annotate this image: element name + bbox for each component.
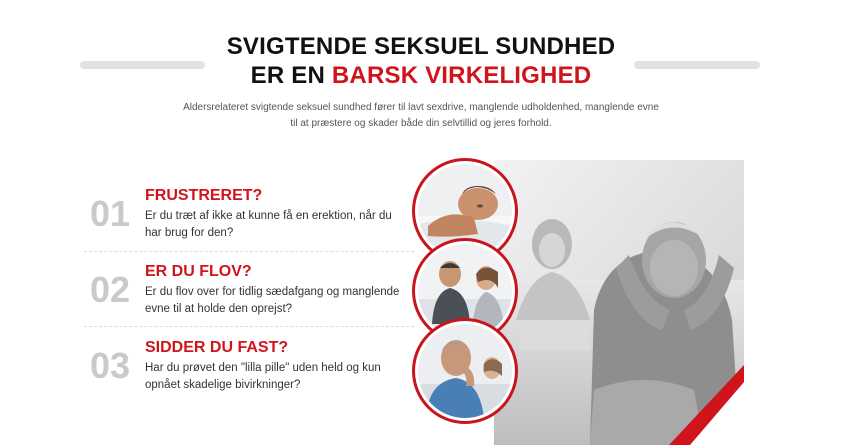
intro-paragraph: Aldersrelateret svigtende seksuel sundhed fører til lavt sexdrive, manglende udholdenhed, manglende evne til at præstere og skader både din selvtillid og jeres forhold. <box>183 102 659 129</box>
title-line-2-prefix: ER EN <box>250 62 332 89</box>
worried-man-image <box>412 318 518 424</box>
item-text: Har du prøvet den "lilla pille" uden held og kun opnået skadelige bivirkninger? <box>145 362 381 391</box>
item-text: Er du flov over for tidlig sædafgang og manglende evne til at holde den oprejst? <box>145 286 400 315</box>
title-decor-bar-left <box>80 61 205 69</box>
item-number: 03 <box>90 345 131 386</box>
list-item <box>84 186 414 258</box>
item-title: SIDDER DU FAST? <box>145 339 289 356</box>
item-title: FRUSTRERET? <box>145 187 263 204</box>
item-text: Er du træt af ikke at kunne få en erektion, når du har brug for den? <box>145 210 392 239</box>
item-number: 01 <box>90 193 131 234</box>
hero-photo-illustration <box>494 160 744 445</box>
list-item <box>84 338 414 410</box>
divider <box>84 251 414 252</box>
list-item <box>84 262 414 334</box>
title-decor-bar-right <box>634 61 760 69</box>
divider <box>84 326 414 327</box>
hero-photo <box>494 160 744 445</box>
item-title: ER DU FLOV? <box>145 263 252 280</box>
title-line-1: SVIGTENDE SEKSUEL SUNDHED <box>226 33 616 60</box>
title-accent: BARSK VIRKELIGHED <box>331 62 592 89</box>
worried-man-illustration <box>418 324 512 418</box>
item-number: 02 <box>90 269 131 310</box>
